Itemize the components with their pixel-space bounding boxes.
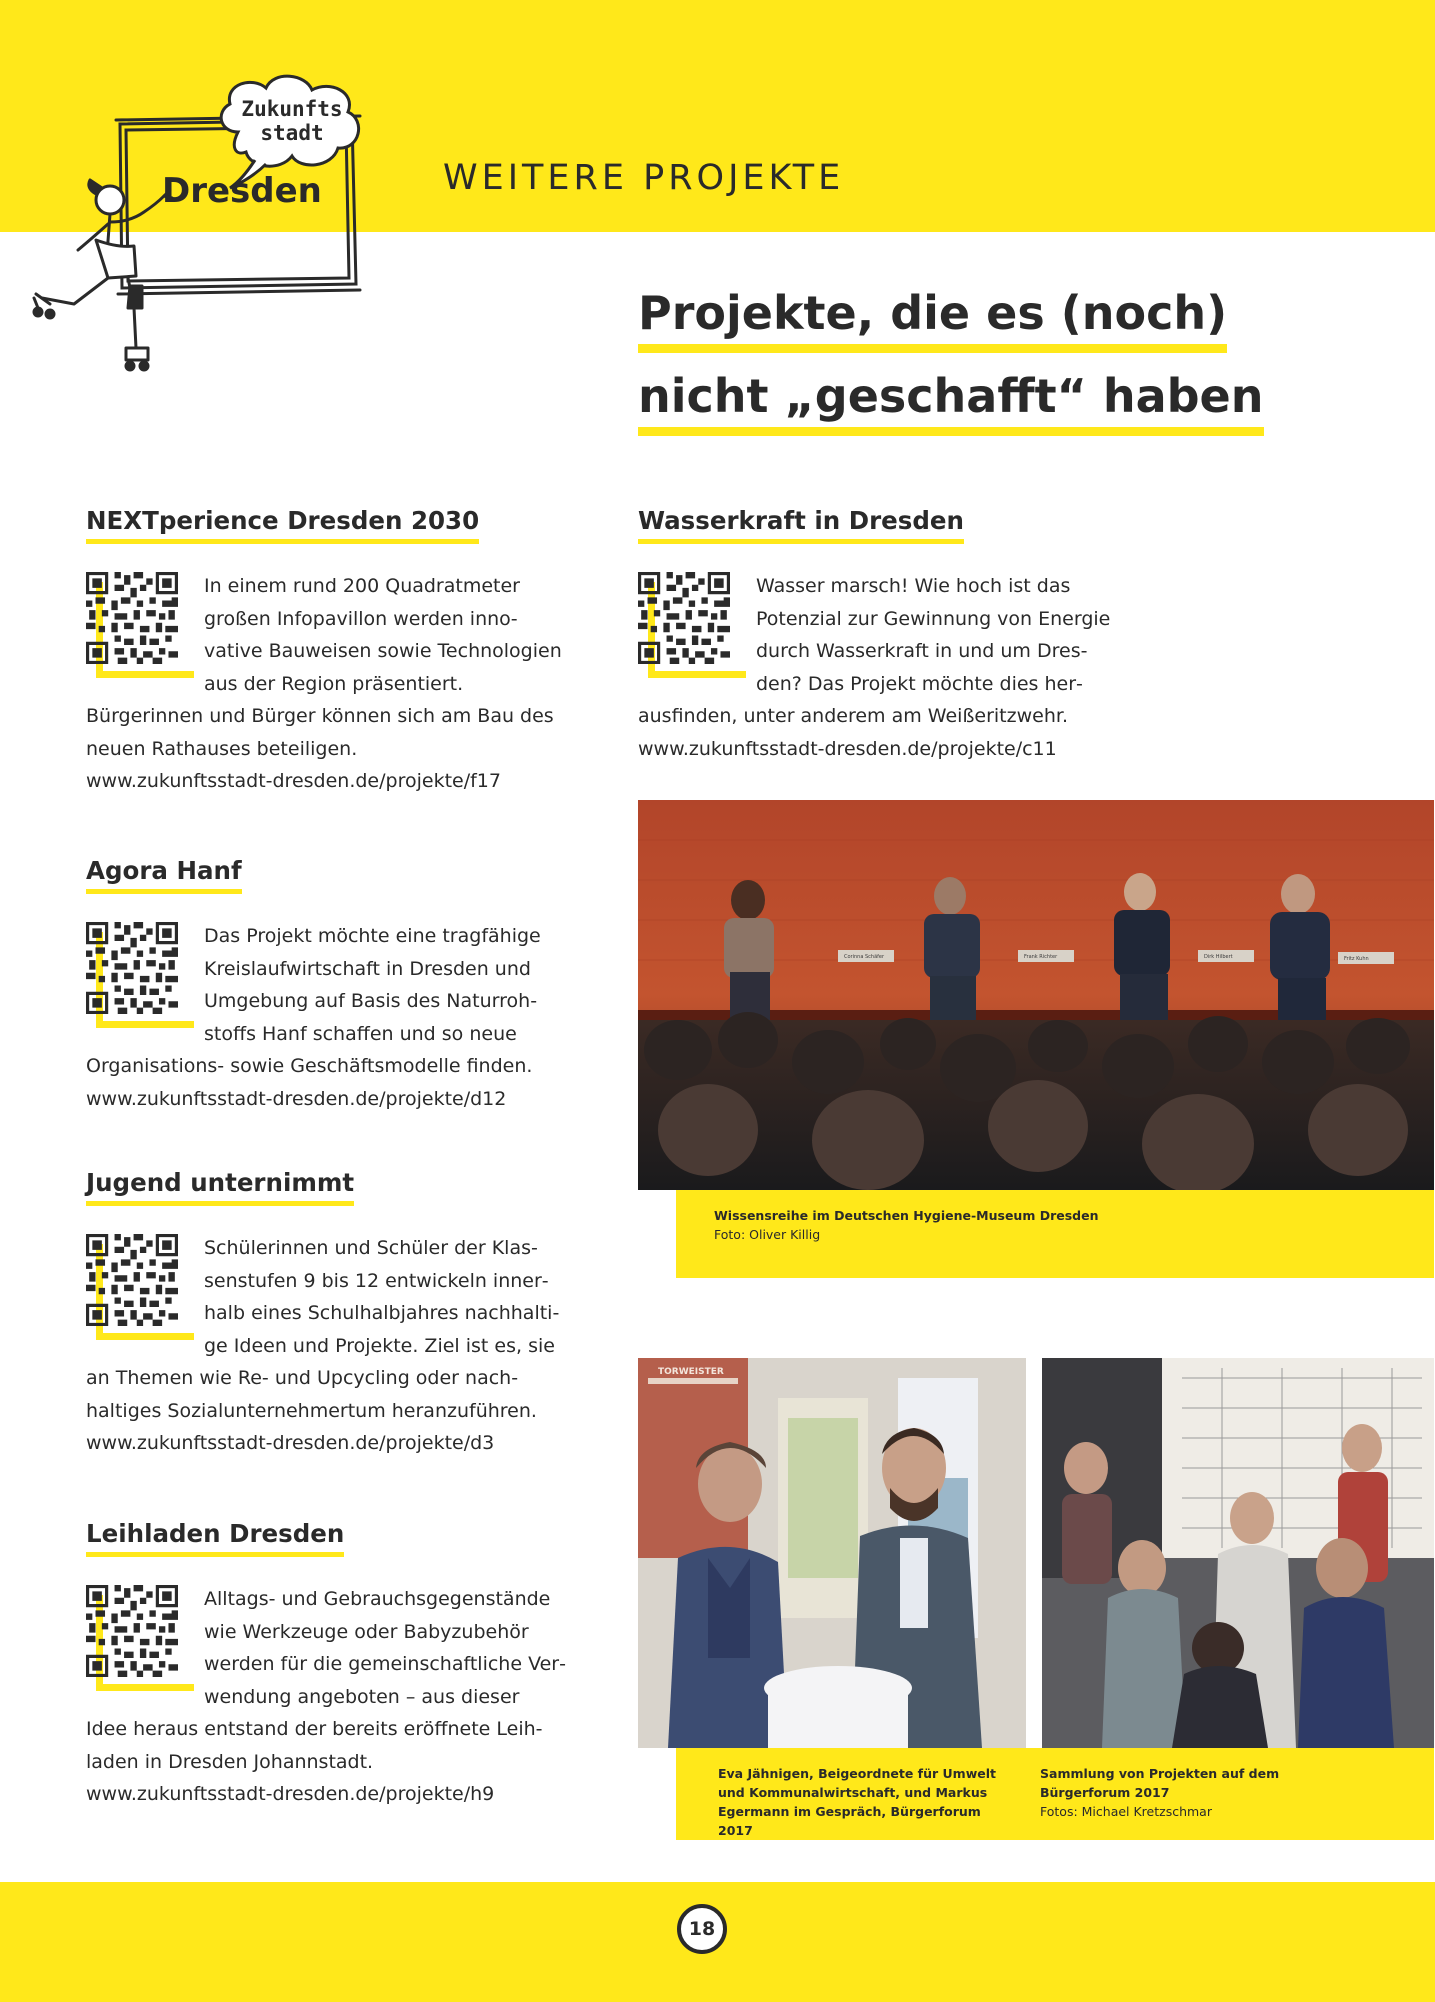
project-body (86, 570, 566, 798)
section-label: WEITERE PROJEKTE (443, 158, 845, 198)
photo-project-wall (1042, 1358, 1434, 1748)
project-title: Wasserkraft in Dresden (638, 506, 964, 544)
project-jugend-unternimmt (86, 1168, 566, 1460)
project-title: Leihladen Dresden (86, 1519, 344, 1557)
page-number: 18 (677, 1904, 727, 1954)
logo-cloud-text-1: Zukunfts (241, 97, 343, 121)
caption-project-wall (1040, 1764, 1300, 1821)
qr-code-icon[interactable] (86, 922, 196, 1030)
name-card: Dirk Hilbert (1204, 954, 1233, 960)
caption-title: Eva Jähnigen, Beigeordnete für Umwelt und Kommunalwirtschaft, und Markus Egermann im Gespräch, Bürgerforum 2017 (718, 1766, 996, 1838)
poster-text: TORWEISTER (658, 1367, 724, 1377)
caption-credit: Foto: Oliver Killig (714, 1227, 821, 1242)
name-card: Corinna Schäfer (844, 954, 885, 960)
caption-conversation (718, 1764, 1018, 1840)
project-text: In einem rund 200 Quadratmeter großen Infopavillon werden innovative Bauweisen sowie Technologien aus der Region präsentiert. Bürgerinnen und Bürger können sich am Bau des neuen Rathauses beteiligen. (86, 575, 562, 760)
qr-code-icon[interactable] (86, 1585, 196, 1693)
project-body (86, 1232, 566, 1460)
name-card: Fritz Kuhn (1344, 956, 1369, 962)
project-body (86, 1583, 566, 1811)
logo-city-text: Dresden (162, 171, 322, 211)
headline-line-1: Projekte, die es (noch) (638, 286, 1227, 353)
photo-panel-discussion (638, 800, 1434, 1190)
logo-cloud-text-2: stadt (260, 121, 324, 145)
zukunftsstadt-dresden-logo (30, 72, 370, 382)
caption-bottom-photos (676, 1748, 1434, 1840)
caption-title: Wissensreihe im Deutschen Hygiene-Museum Dresden (714, 1208, 1099, 1223)
headline-line-2: nicht „geschafft“ haben (638, 369, 1264, 436)
runner-illustration-icon (34, 180, 172, 370)
project-nextperience (86, 506, 566, 798)
qr-code-icon[interactable] (86, 572, 196, 680)
name-card: Frank Richter (1024, 954, 1058, 960)
project-text: Wasser marsch! Wie hoch ist das Potenzial zur Gewinnung von Energie durch Wasserkraft in und um Dresden? Das Projekt möchte dies herausfinden, unter anderem am Weißeritzwehr. (638, 575, 1111, 727)
caption-panel-discussion (676, 1190, 1434, 1278)
project-title: Jugend unternimmt (86, 1168, 354, 1206)
project-leihladen (86, 1519, 566, 1811)
project-body (638, 570, 1118, 765)
caption-credit: Fotos: Michael Kretzschmar (1040, 1804, 1212, 1819)
project-wasserkraft (638, 506, 1118, 765)
project-text: Das Projekt möchte eine tragfähige Kreislaufwirtschaft in Dresden und Umgebung auf Basis des Naturrohstoffs Hanf schaffen und so neue Organisations- sowie Geschäftsmodelle finden. (86, 925, 541, 1077)
project-link[interactable]: www.zukunftsstadt-dresden.de/projekte/c11 (638, 737, 1057, 760)
project-link[interactable]: www.zukunftsstadt-dresden.de/projekte/h9 (86, 1783, 495, 1805)
project-title: Agora Hanf (86, 856, 242, 894)
caption-title: Sammlung von Projekten auf dem Bürgerforum 2017 (1040, 1766, 1280, 1800)
project-link[interactable]: www.zukunftsstadt-dresden.de/projekte/f17 (86, 770, 501, 792)
project-text: Schülerinnen und Schüler der Klassenstufen 9 bis 12 entwickeln innerhalb eines Schulhalbjahres nachhaltige Ideen und Projekte. Ziel ist es, sie an Themen wie Re- und Upcycling oder nachhaltiges Sozialunternehmertum heranzuführen. (86, 1237, 560, 1422)
photo-conversation (638, 1358, 1026, 1748)
project-link[interactable]: www.zukunftsstadt-dresden.de/projekte/d3 (86, 1432, 495, 1454)
project-text: Alltags- und Gebrauchsgegenstände wie Werkzeuge oder Babyzubehör werden für die gemeinschaftliche Verwendung angeboten – aus dieser Idee heraus entstand der bereits eröffnete Leihladen in Dresden Johannstadt. (86, 1588, 566, 1773)
page-headline (638, 286, 1418, 452)
qr-code-icon[interactable] (86, 1234, 196, 1342)
project-body (86, 920, 566, 1115)
project-title: NEXTperience Dresden 2030 (86, 506, 479, 544)
project-agora-hanf (86, 856, 566, 1115)
project-link[interactable]: www.zukunftsstadt-dresden.de/projekte/d12 (86, 1087, 507, 1110)
qr-code-icon[interactable] (638, 572, 748, 680)
